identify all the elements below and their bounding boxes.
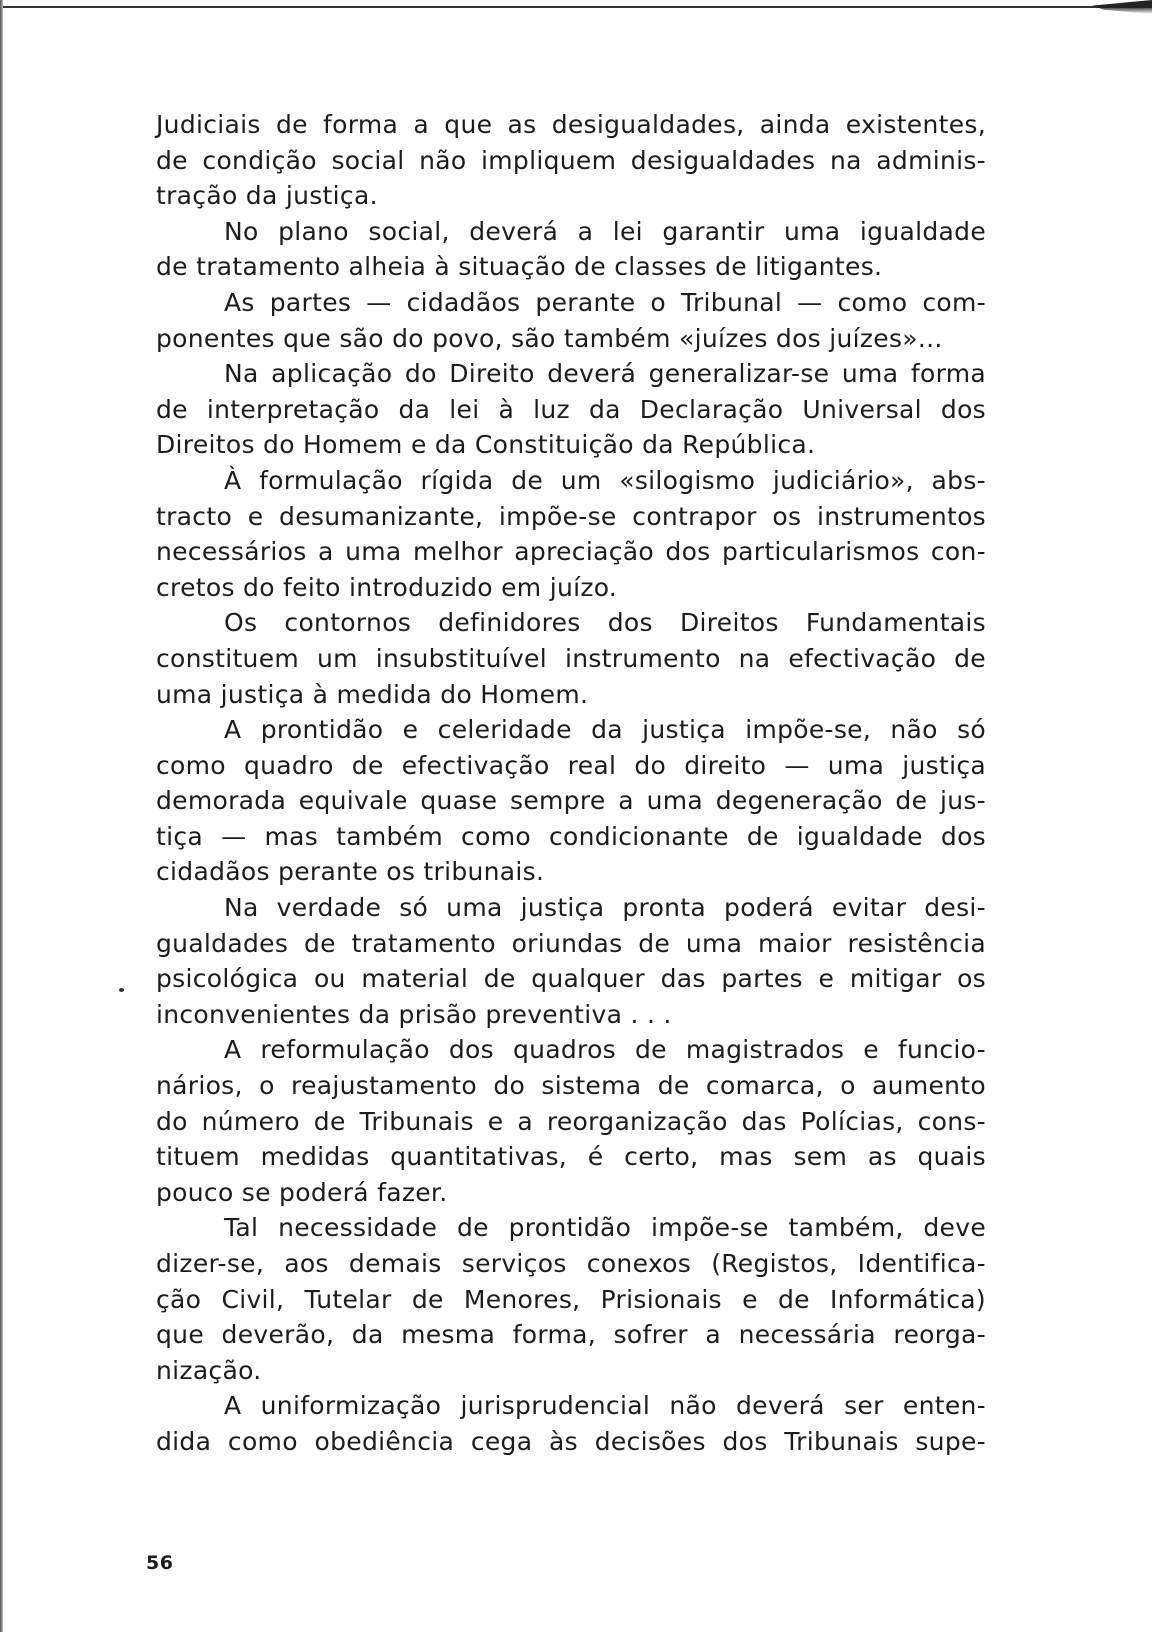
stray-ink-mark — [119, 988, 124, 992]
text-line: de tratamento alheia à situação de classes de litigantes. — [156, 252, 883, 282]
scan-corner-shadow — [1092, 0, 1152, 14]
text-line: cretos do feito introduzido em juízo. — [156, 572, 618, 602]
text-line: como quadro de efectivação real do direito — uma justiça — [156, 750, 986, 780]
text-line: dizer-se, aos demais serviços conexos (Registos, Identifica- — [156, 1249, 986, 1278]
text-line: que deverão, da mesma forma, sofrer a necessária reorga- — [156, 1320, 986, 1350]
scan-left-edge — [0, 0, 3, 1632]
text-line: A reformulação dos quadros de magistrados e funcio- — [224, 1035, 986, 1065]
text-line: À formulação rígida de um «silogismo judiciário», abs- — [224, 465, 986, 495]
text-line: de interpretação da lei à luz da Declaração Universal dos — [156, 394, 986, 424]
text-line: Na verdade só uma justiça pronta poderá evitar desi- — [224, 893, 986, 923]
text-line: tituem medidas quantitativas, é certo, mas sem as quais — [156, 1142, 986, 1172]
text-line: inconvenientes da prisão preventiva . . . — [156, 999, 672, 1029]
text-line: Judiciais de forma a que as desigualdades, ainda existentes, — [156, 110, 986, 139]
text-line: psicológica ou material de qualquer das partes e mitigar os — [156, 964, 986, 994]
text-line: de condição social não impliquem desigualdades na adminis- — [156, 145, 986, 175]
text-line: cidadãos perante os tribunais. — [156, 857, 545, 887]
text-line: gualdades de tratamento oriundas de uma maior resistência — [156, 928, 986, 958]
text-line: Direitos do Homem e da Constituição da República. — [156, 430, 816, 460]
text-line: Os contornos definidores dos Direitos Fundamentais — [224, 608, 986, 638]
page-body-text — [156, 107, 986, 1460]
text-line: constituem um insubstituível instrumento na efectivação de — [156, 643, 986, 673]
text-line: necessários a uma melhor apreciação dos particularismos con- — [156, 537, 986, 567]
text-line: pouco se poderá fazer. — [156, 1177, 448, 1207]
text-line: A prontidão e celeridade da justiça impõe-se, não só — [224, 715, 986, 745]
text-line: uma justiça à medida do Homem. — [156, 679, 589, 709]
text-line: No plano social, deverá a lei garantir uma igualdade — [224, 216, 986, 246]
text-line: tração da justiça. — [156, 181, 378, 211]
text-line: ponentes que são do povo, são também «juízes dos juízes»... — [156, 323, 943, 353]
text-line: tracto e desumanizante, impõe-se contrapor os instrumentos — [156, 501, 986, 531]
text-line: Na aplicação do Direito deverá generalizar-se uma forma — [224, 359, 986, 389]
text-line: nização. — [156, 1355, 262, 1385]
text-line: As partes — cidadãos perante o Tribunal — como com- — [224, 287, 986, 317]
text-line: A uniformização jurisprudencial não deverá ser enten- — [224, 1391, 986, 1421]
text-line: tiça — mas também como condicionante de igualdade dos — [156, 821, 986, 851]
text-line: dida como obediência cega às decisões dos Tribunais supe- — [156, 1426, 986, 1456]
text-line: nários, o reajustamento do sistema de comarca, o aumento — [156, 1071, 986, 1101]
text-line: Tal necessidade de prontidão impõe-se também, deve — [224, 1213, 986, 1243]
scan-top-edge — [0, 6, 1152, 8]
text-line: demorada equivale quase sempre a uma degeneração de jus- — [156, 786, 986, 816]
page-number: 56 — [146, 1552, 174, 1574]
text-line: do número de Tribunais e a reorganização das Polícias, cons- — [156, 1106, 986, 1136]
text-line: ção Civil, Tutelar de Menores, Prisionais e de Informática) — [156, 1284, 986, 1314]
